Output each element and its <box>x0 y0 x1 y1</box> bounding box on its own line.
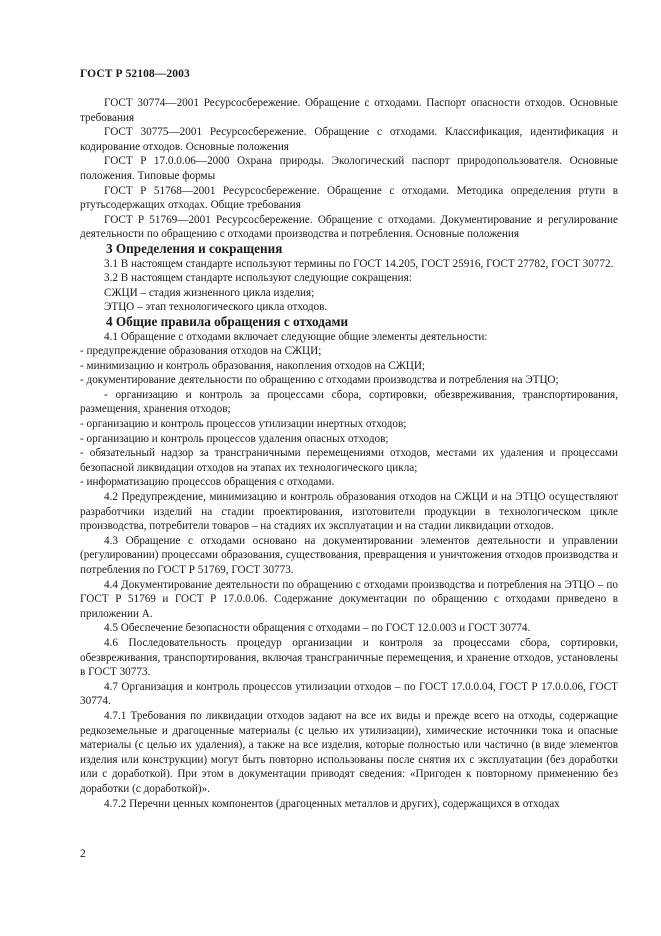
list-item: - информатизацию процессов обращения с отходами. <box>80 476 335 489</box>
list-item: - организацию и контроль за процессами сбора, сортировки, обезвреживания, транспортирования, размещения, хранения отходов; <box>80 388 618 416</box>
page-header-standard-number: ГОСТ Р 52108—2003 <box>80 68 190 80</box>
list-item: - минимизацию и контроль образования, накопления отходов на СЖЦИ; <box>80 359 426 372</box>
reference-item: ГОСТ Р 51768—2001 Ресурсосбережение. Обращение с отходами. Методика определения ртути в ртутьсодержащих отходах. Общие требования <box>80 184 618 212</box>
paragraph-4-6: 4.6 Последовательность процедур организации и контроля за процессами сбора, сортировки, обезвреживания, транспортирования, включая трансграничные перемещения, и хранение отходов, установлены в ГОСТ 30773. <box>80 636 618 679</box>
paragraph-4-2: 4.2 Предупреждение, минимизацию и контроль образования отходов на СЖЦИ и на ЭТЦО осуществляют разработчики изделий на стадии проектирования, изготовители продукции в технологическом цикле производства, потребители товаров – на стадиях их эксплуатации и на стадии ликвидации отходов. <box>80 491 618 533</box>
reference-item: ГОСТ Р 17.0.0.06—2000 Охрана природы. Экологический паспорт природопользователя. Основные положения. Типовые формы <box>80 155 618 182</box>
section-3-heading: 3 Определения и сокращения <box>106 240 283 256</box>
normative-references-list <box>80 96 618 242</box>
paragraph-4-5: 4.5 Обеспечение безопасности обращения с отходами – по ГОСТ 12.0.003 и ГОСТ 30774. <box>104 622 531 635</box>
reference-item: ГОСТ 30774—2001 Ресурсосбережение. Обращение с отходами. Паспорт опасности отходов. Основные требования <box>80 97 618 124</box>
page-number: 2 <box>80 848 86 860</box>
abbreviation-item: СЖЦИ – стадия жизненного цикла изделия; <box>104 286 315 299</box>
paragraph-4-3: 4.3 Обращение с отходами основано на документировании элементов деятельности и управлении (регулировании) процессами образования, существования, превращения и уничтожения отходов производства и потребления по ГОСТ Р 51769, ГОСТ 30773. <box>80 534 618 576</box>
reference-item: ГОСТ Р 51769—2001 Ресурсосбережение. Обращение с отходами. Документирование и регулирование деятельности по обращению с отходами производства и потребления. Основные положения <box>80 213 618 241</box>
list-item: - организацию и контроль процессов удаления опасных отходов; <box>80 432 389 445</box>
abbreviation-item: ЭТЦО – этап технологического цикла отходов. <box>104 301 328 314</box>
paragraph-3-2: 3.2 В настоящем стандарте используют следующие сокращения: <box>104 272 412 285</box>
paragraph-4-7-2: 4.7.2 Перечни ценных компонентов (драгоценных металлов и других), содержащихся в отходах <box>104 797 560 810</box>
paragraph-4-4: 4.4 Документирование деятельности по обращению с отходами производства и потребления на ЭТЦО – по ГОСТ Р 51769 и ГОСТ Р 17.0.0.06. Содержание документации по обращению с отходами приведено в приложении А. <box>80 578 618 620</box>
document-body <box>80 96 618 811</box>
list-item: - предупреждение образования отходов на СЖЦИ; <box>80 345 322 358</box>
list-item: - обязательный надзор за трансграничными перемещениями отходов, местами их удаления и процессами безопасной ликвидации отходов на этапах их технологического цикла; <box>80 447 618 474</box>
paragraph-3-1: 3.1 В настоящем стандарте используют термины по ГОСТ 14.205, ГОСТ 25916, ГОСТ 27782, ГОСТ 30772. <box>104 257 614 270</box>
paragraph-4-7: 4.7 Организация и контроль процессов утилизации отходов – по ГОСТ 17.0.0.04, ГОСТ Р 17.0.0.06, ГОСТ 30774. <box>80 680 618 708</box>
paragraph-4-1: 4.1 Обращение с отходами включает следующие общие элементы деятельности: <box>104 330 488 343</box>
reference-item: ГОСТ 30775—2001 Ресурсосбережение. Обращение с отходами. Классификация, идентификация и кодирование отходов. Основные положения <box>80 126 618 153</box>
section-4-heading: 4 Общие правила обращения с отходами <box>106 313 349 329</box>
list-item: - организацию и контроль процессов утилизации инертных отходов; <box>80 418 407 431</box>
list-item: - документирование деятельности по обращению с отходами производства и потребления на ЭТЦО; <box>80 374 559 387</box>
paragraph-4-7-1: 4.7.1 Требования по ликвидации отходов задают на все их виды и прежде всего на отходы, содержащие редкоземельные и драгоценные материалы (с целью их утилизации), химические источники тока и опасные материалы (с целью их удаления), а также на все изделия, которые полностью или частично (в виде элементов изделия или конструкции) могут быть повторно использованы после снятия их с эксплуатации (без доработки или с доработкой). При этом в документации приводят сведения: «Пригоден к повторному применению без доработки (с доработкой)». <box>80 709 618 795</box>
